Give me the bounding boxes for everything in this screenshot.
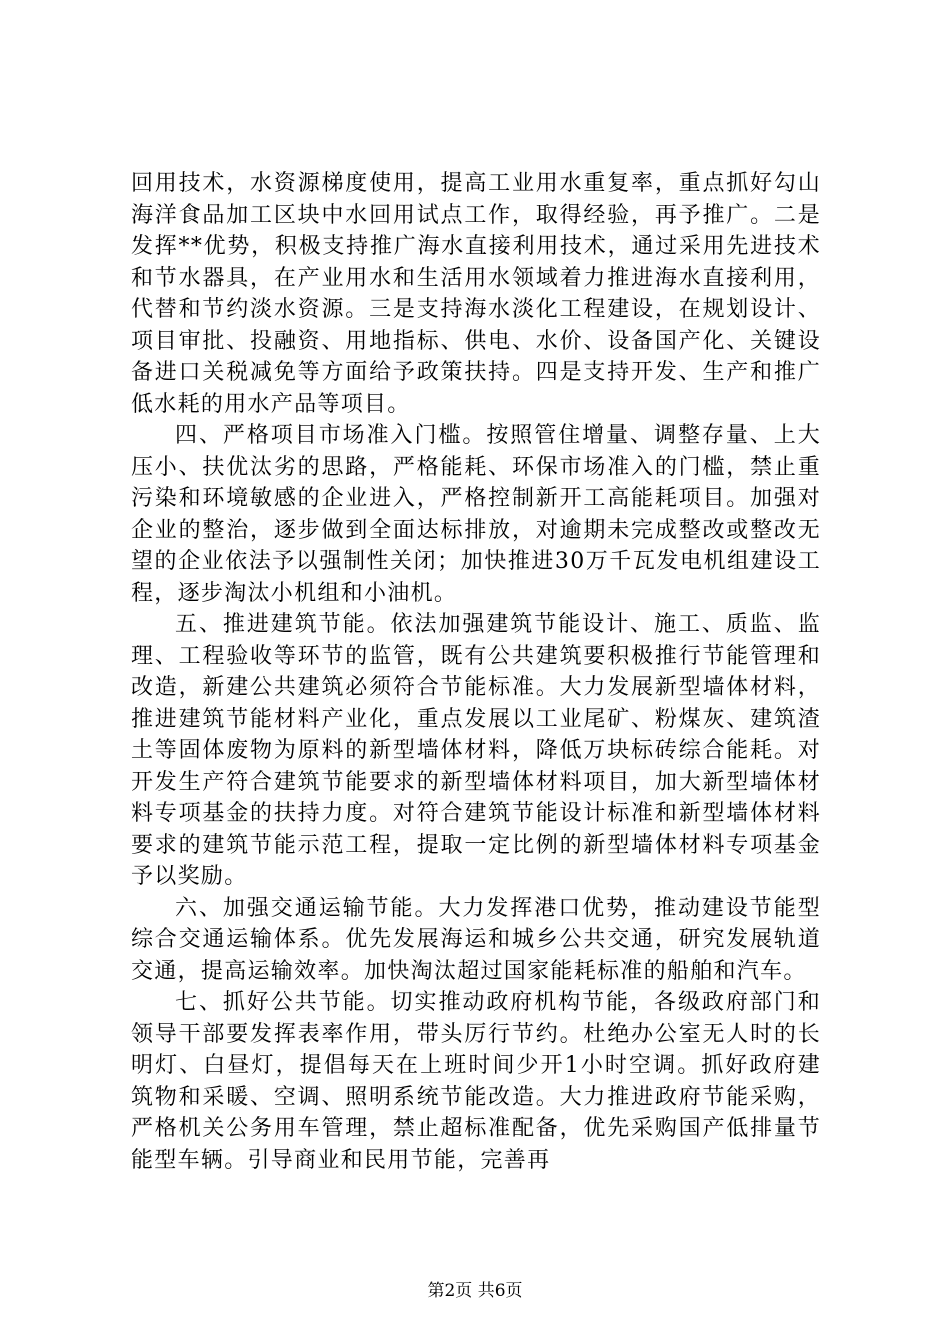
paragraph-building-energy: 五、推进建筑节能。依法加强建筑节能设计、施工、质监、监理、工程验收等环节的监管，既有公共建筑要积极推行节能管理和改造，新建公共建筑必须符合节能标准。大力发展新型墙体材料，推进建筑节能材料产业化，重点发展以工业尾矿、粉煤灰、建筑渣土等固体废物为原料的新型墙体材料，降低万块标砖综合能耗。对开发生产符合建筑节能要求的新型墙体材料项目，加大新型墙体材料专项基金的扶持力度。对符合建筑节能设计标准和新型墙体材料要求的建筑节能示范工程，提取一定比例的新型墙体材料专项基金予以奖励。 xyxy=(131,612,821,889)
paragraph-transport-energy: 六、加强交通运输节能。大力发挥港口优势，推动建设节能型综合交通运输体系。优先发展海运和城乡公共交通，研究发展轨道交通，提高运输效率。加快淘汰超过国家能耗标准的船舶和汽车。 xyxy=(131,895,821,984)
paragraph-continued: 回用技术，水资源梯度使用，提高工业用水重复率，重点抓好勾山海洋食品加工区块中水回用试点工作，取得经验，再予推广。二是发挥**优势，积极支持推广海水直接利用技术，通过采用先进技术和节水器具，在产业用水和生活用水领域着力推进海水直接利用，代替和节约淡水资源。三是支持海水淡化工程建设，在规划设计、项目审批、投融资、用地指标、供电、水价、设备国产化、关键设备进口关税减免等方面给予政策扶持。四是支持开发、生产和推广低水耗的用水产品等项目。 xyxy=(131,171,821,417)
paragraph-public-energy: 七、抓好公共节能。切实推动政府机构节能，各级政府部门和领导干部要发挥表率作用，带头厉行节约。杜绝办公室无人时的长明灯、白昼灯，提倡每天在上班时间少开1小时空调。抓好政府建筑物和采暖、空调、照明系统节能改造。大力推进政府节能采购，严格机关公务用车管理，禁止超标准配备，优先采购国产低排量节能型车辆。引导商业和民用节能，完善再 xyxy=(131,990,821,1173)
paragraph-market-access: 四、严格项目市场准入门槛。按照管住增量、调整存量、上大压小、扶优汰劣的思路，严格能耗、环保市场准入的门槛，禁止重污染和环境敏感的企业进入，严格控制新开工高能耗项目。加强对企业的整治，逐步做到全面达标排放，对逾期未完成整改或整改无望的企业依法予以强制性关闭；加快推进30万千瓦发电机组建设工程，逐步淘汰小机组和小油机。 xyxy=(131,423,821,606)
page-footer: 第2页 共6页 xyxy=(427,1281,523,1301)
document-body xyxy=(131,168,821,1176)
